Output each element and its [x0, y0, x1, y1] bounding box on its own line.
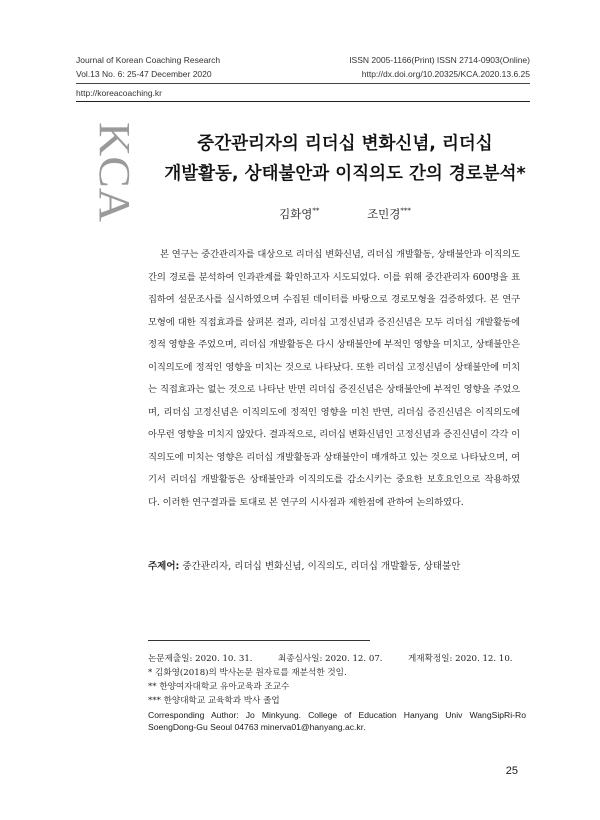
keywords-text: 중간관리자, 리더십 변화신념, 이직의도, 리더십 개발활동, 상태불안 [182, 561, 461, 572]
keywords [148, 558, 528, 572]
author-list [140, 206, 550, 222]
date-reviewed: 최종심사일: 2020. 12. 07. [278, 654, 383, 664]
svg-text:KCA: KCA [90, 122, 139, 215]
footnote: * 김화영(2018)의 박사논문 원자료를 재분석한 것임. [148, 668, 347, 678]
footnote: *** 한양대학교 교육학과 박사 졸업 [148, 696, 280, 706]
keywords-label: 주제어: [148, 561, 180, 572]
footnote-divider [148, 640, 370, 641]
date-accepted: 게재확정일: 2020. 12. 10. [408, 654, 513, 664]
paper-title-line2: 개발활동, 상태불안과 이직의도 간의 경로분석* [164, 164, 526, 184]
volume-info: Vol.13 No. 6: 25-47 December 2020 [76, 69, 212, 79]
page-number: 25 [505, 765, 518, 777]
author: 김화영** [279, 207, 320, 221]
corresponding-author: Corresponding Author: Jo Minkyung. College of Education Hanyang Univ WangSipRi-Ro SoengDong-Gu Seoul 04763 minerva01@hanyang.ac.kr. [148, 710, 526, 732]
header-divider [76, 83, 530, 84]
author: 조민경*** [367, 207, 411, 221]
kca-logo [90, 122, 139, 222]
paper-title-line1: 중간관리자의 리더십 변화신념, 리더십 [197, 134, 493, 154]
submission-dates [148, 653, 530, 665]
doi-link[interactable]: http://dx.doi.org/10.20325/KCA.2020.13.6.25 [361, 69, 530, 79]
abstract: 본 연구는 중간관리자를 대상으로 리더십 변화신념, 리더십 개발활동, 상태불안과 이직의도 간의 경로를 분석하여 인과관계를 확인하고자 시도되었다. 이를 위해 중간관리자 600명을 표집하여 설문조사를 실시하였으며 수집된 데이터를 바탕으로 경로모형을 검증하였다. 본 연구 모형에 대한 직접효과를 살펴본 결과, 리더십 고정신념과 증진신념은 모두 리더십 개발활동에 정적 영향을 주었으며, 리더십 개발활동은 다시 상태불안에 부적인 영향을 미치고, 상태불안은 이직의도에 정적인 영향을 미치는 것으로 나타났다. 또한 리더십 고정신념이 상태불안에 미치는 직접효과는 없는 것으로 나타난 반면 리더십 증진신념은 상태불안에 부적인 영향을 주었으며, 리더십 고정신념은 이직의도에 정적인 영향을 미친 반면, 리더십 증진신념은 이직의도에 아무런 영향을 미치지 않았다. 결과적으로, 리더십 변화신념인 고정신념과 증진신념이 각각 이직의도에 미치는 영향은 리더십 개발활동과 상태불안이 매개하고 있는 것으로 나타났으며, 여기서 리더십 개발활동은 상태불안과 이직의도를 감소시키는 중요한 보호요인으로 작용하였다. 이러한 연구결과를 토대로 본 연구의 시사점과 제한점에 관하여 논의하였다. [148, 249, 520, 508]
date-submitted: 논문제출일: 2020. 10. 31. [148, 654, 253, 664]
issn: ISSN 2005-1166(Print) ISSN 2714-0903(Online) [349, 55, 530, 65]
journal-url[interactable]: http://koreacoaching.kr [76, 88, 162, 98]
header-divider-bold [76, 101, 530, 102]
journal-name: Journal of Korean Coaching Research [76, 55, 221, 65]
footnote: ** 한양여자대학교 유아교육과 조교수 [148, 682, 290, 692]
